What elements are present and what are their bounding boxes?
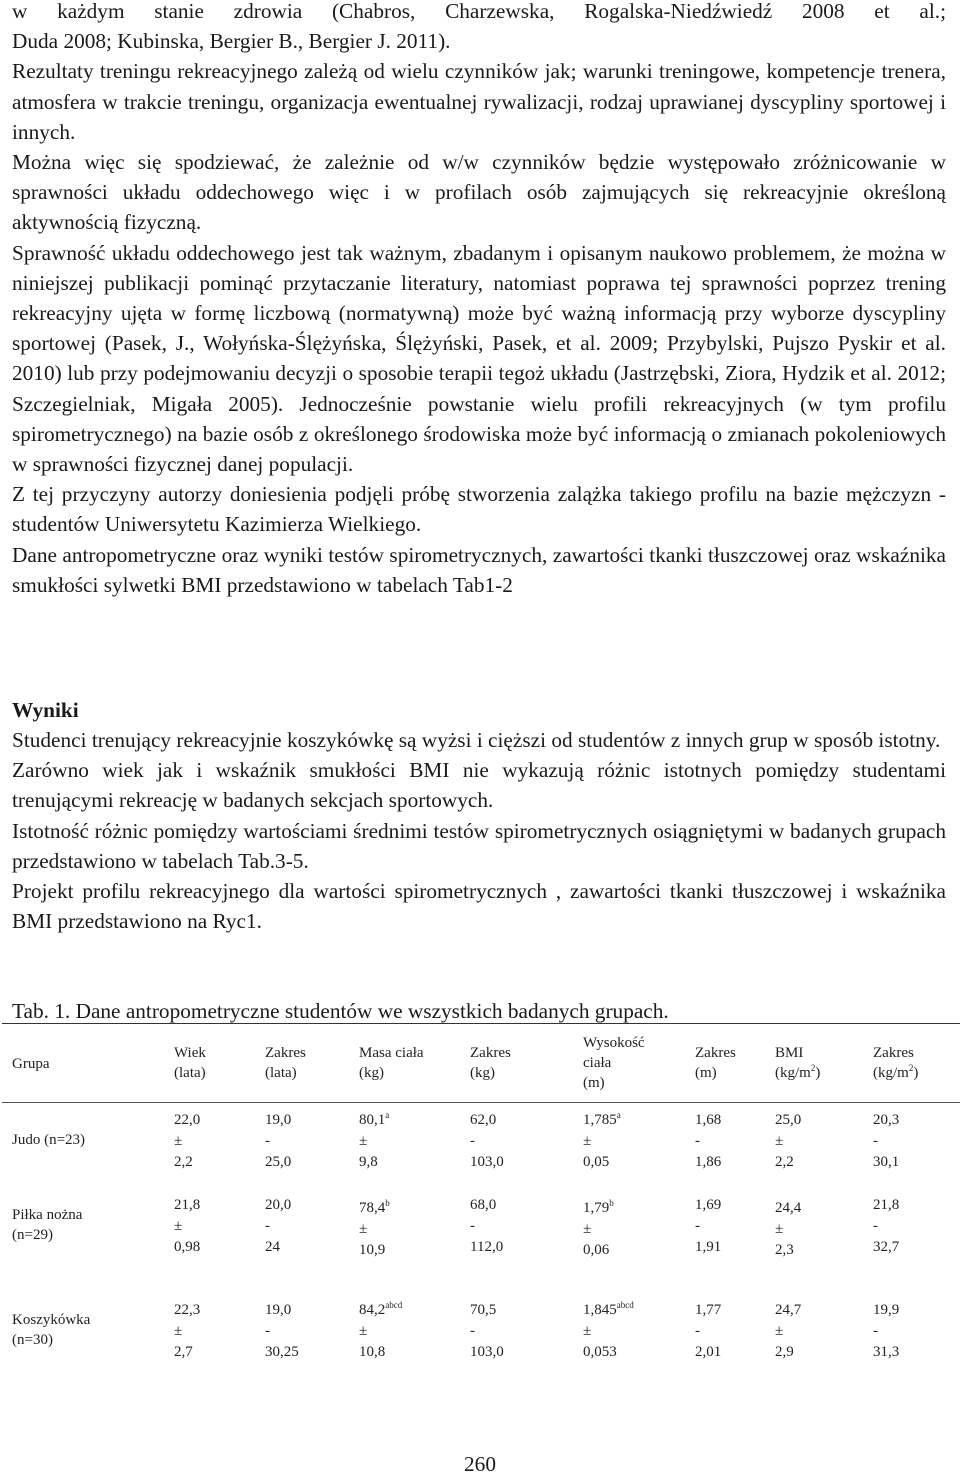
cell-zakres-kg: 62,0 - 103,0: [470, 1112, 504, 1170]
cell-zakres-m: 1,68 - 1,86: [695, 1112, 722, 1170]
intro-paragraph-2: Rezultaty treningu rekreacyjnego zależą od wielu czynników jak; warunki treningowe, kompetencje trenera, atmosfera w trakcie treningu, organizacja ewentualnej rywalizacji, rodzaj uprawianej dyscypliny sportowej i innych.: [12, 59, 946, 144]
results-text: [12, 725, 946, 936]
intro-paragraph-5: Z tej przyczyny autorzy doniesienia podjęli próbę stworzenia zalążka takiego profilu na bazie mężczyzn - studentów Uniwersytetu Kazimierza Wielkiego.: [12, 482, 946, 537]
intro-paragraph-3: Można więc się spodziewać, że zależnie od w/w czynników będzie występowało zróżnicowanie w sprawności układu oddechowego więc i w profilach osób zajmujących się rekreacyjnie określoną aktywnością fizyczną.: [12, 150, 946, 235]
row-group-label: Judo (n=23): [12, 1132, 86, 1148]
header-zakres-m: Zakres (m): [695, 1045, 736, 1081]
cell-wiek: 22,3 ± 2,7: [174, 1302, 201, 1360]
results-paragraph-3: Istotność różnic pomiędzy wartościami średnimi testów spirometrycznych osiągniętymi w badanych grupach przedstawiono w tabelach Tab.3-5.: [12, 818, 946, 873]
cell-zakres-m: 1,69 - 1,91: [695, 1197, 722, 1255]
header-zakres-bmi: Zakres $(kg/m^2)$: [873, 1045, 919, 1081]
header-bmi: BMI $(kg/m^2)$: [775, 1045, 821, 1081]
intro-line-1: w każdym stanie zdrowia (Chabros, Charzewska, Rogalska-Niedźwiedź 2008 et al.;: [12, 0, 946, 23]
table-header-rule: [2, 1102, 960, 1103]
cell-zakres-m: 1,77 - 2,01: [695, 1302, 722, 1360]
cell-zakres-lata: 19,0 - 30,25: [265, 1302, 299, 1360]
cell-zakres-kg: 70,5 - 103,0: [470, 1302, 504, 1360]
cell-masa: 78,4$^b$ ± 10,9: [359, 1198, 390, 1258]
header-grupa: Grupa: [12, 1056, 50, 1072]
cell-wiek: 22,0 ± 2,2: [174, 1112, 201, 1170]
table-caption: Tab. 1. Dane antropometryczne studentów we wszystkich badanych grupach.: [12, 999, 669, 1023]
results-paragraph-4: Projekt profilu rekreacyjnego dla wartości spirometrycznych , zawartości tkanki tłuszczowej i wskaźnika BMI przedstawiono na Ryc1.: [12, 879, 946, 934]
cell-wysokosc: 1,785$^a$ ± 0,05: [583, 1110, 621, 1170]
intro-line-2: Duda 2008; Kubinska, Bergier B., Bergier J. 2011).: [12, 29, 451, 54]
table-top-rule: [2, 1023, 960, 1024]
results-paragraph-1: Studenci trenujący rekreacyjnie koszykówkę są wyżsi i cięższi od studentów z innych grup w sposób istotny.: [12, 728, 941, 752]
cell-zakres-kg: 68,0 - 112,0: [470, 1197, 504, 1255]
header-wiek: Wiek (lata): [174, 1045, 206, 1081]
intro-paragraph-4: Sprawność układu oddechowego jest tak ważnym, zbadanym i opisanym naukowo problemem, że można w niniejszej publikacji pominąć przytaczanie literatury, natomiast poprawa tej sprawności poprzez trening rekreacyjny ujęta w formę liczbową (normatywną) może być ważną informacją przy wyborze dyscypliny sportowej (Pasek, J., Wołyńska-Ślężyńska, Ślężyński, Pasek, et al. 2009; Przybylski, Pujszo Pyskir et al. 2010) lub przy podejmowaniu decyzji o sposobie terapii tegoż układu (Jastrzębski, Ziora, Hydzik et al. 2012; Szczegielniak, Migała 2005). Jednocześnie powstanie wielu profili rekreacyjnych (w tym profilu spirometrycznego) na bazie osób z określonego środowiska może być informacją o zmianach pokoleniowych w sprawności fizycznej danej populacji.: [12, 240, 946, 477]
cell-zakres-lata: 20,0 - 24: [265, 1197, 292, 1255]
cell-bmi: 24,7 ± 2,9: [775, 1302, 802, 1360]
cell-masa: $84,2^{abcd}$ ± 10,8: [359, 1300, 403, 1360]
intro-paragraph-1: [12, 0, 946, 56]
intro-text: [12, 0, 946, 600]
header-zakres-lata: Zakres (lata): [265, 1045, 306, 1081]
cell-masa: 80,1$^a$ ± 9,8: [359, 1110, 390, 1170]
cell-zakres-bmi: 19,9 - 31,3: [873, 1302, 900, 1360]
header-masa: Masa ciała (kg): [359, 1045, 424, 1081]
cell-wysokosc: 1,79$^b$ ± 0,06: [583, 1198, 614, 1258]
cell-bmi: 25,0 ± 2,2: [775, 1112, 802, 1170]
cell-wiek: 21,8 ± 0,98: [174, 1197, 201, 1255]
cell-zakres-lata: 19,0 - 25,0: [265, 1112, 292, 1170]
cell-bmi: 24,4 ± 2,3: [775, 1200, 802, 1258]
header-zakres-kg: Zakres (kg): [470, 1045, 511, 1081]
results-paragraph-2: Zarówno wiek jak i wskaźnik smukłości BMI nie wykazują różnic istotnych pomiędzy studentami trenującymi rekreację w badanych sekcjach sportowych.: [12, 758, 946, 813]
cell-wysokosc: $1,845^{abcd}$ ± 0,053: [583, 1300, 634, 1360]
page-number: 260: [464, 1452, 496, 1476]
cell-zakres-bmi: 20,3 - 30,1: [873, 1112, 900, 1170]
row-group-label: Piłka nożna (n=29): [12, 1207, 83, 1243]
header-wysokosc: Wysokość ciała (m): [583, 1035, 645, 1091]
cell-zakres-bmi: 21,8 - 32,7: [873, 1197, 900, 1255]
row-group-label: Koszykówka (n=30): [12, 1312, 91, 1348]
intro-paragraph-6: Dane antropometryczne oraz wyniki testów spirometrycznych, zawartości tkanki tłuszczowej oraz wskaźnika smukłości sylwetki BMI przedstawiono w tabelach Tab1-2: [12, 542, 946, 597]
results-heading: Wyniki: [12, 698, 79, 722]
